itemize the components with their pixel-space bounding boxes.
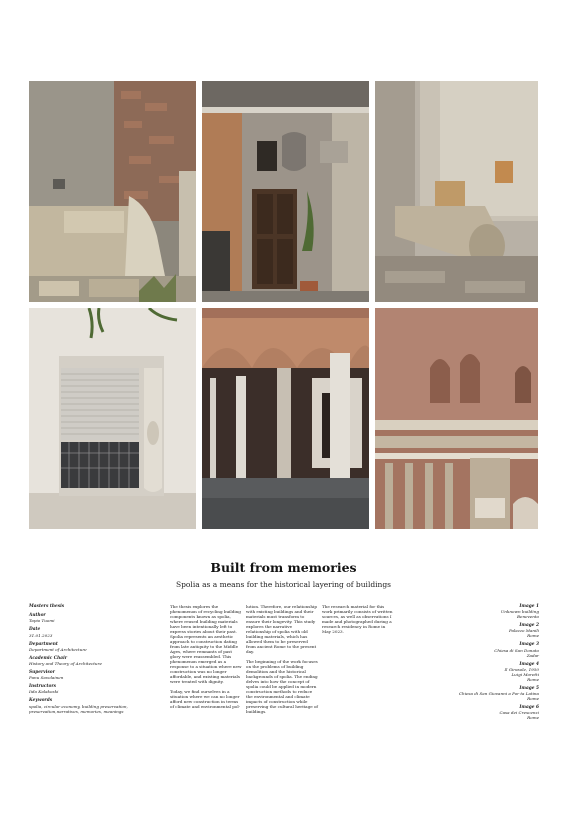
photo-2-palazzo-facade <box>202 81 369 302</box>
caption-label: Image 5 <box>519 685 539 691</box>
meta-value: Panu Savolainen <box>29 675 64 681</box>
abstract-paragraph: Today, we find ourselves in a situation where we can no longer afford new construction in terms of climate and environmental pol- <box>170 689 241 709</box>
meta-value: Tapio Tuomi <box>29 618 55 624</box>
meta-value: 31.01.2023 <box>29 632 53 638</box>
abstract-paragraph: lution. Therefore, our relationship with existing buildings and their materials must transform to ensure their longevity. This study explores the narrative relationship of spolia with old building materials, which has allowed them to be preserved from ancient Rome to the present day. <box>246 604 317 654</box>
photo-4-girasole-window <box>29 308 196 529</box>
photo-5-portico-columns <box>202 308 369 529</box>
meta-label: Department <box>29 641 58 647</box>
caption-line: Luigi Moretti <box>511 671 539 677</box>
meta-supervisor <box>29 670 159 680</box>
photo-1-wall-spolia <box>29 81 196 302</box>
meta-academic-chair <box>29 656 159 666</box>
abstract-paragraph: The beginning of the work focuses on the problems of building demolition and the historical backgrounds of spolia. The ending delves into how the concept of spolia could be applied in modern construction methods to reduce the environmental and climate impacts of construction while preserving the cultural heritage of buildings. <box>246 659 318 714</box>
meta-value: spolia, circular economy, building preservation, preservation,narratives, memories, meanings <box>29 703 128 714</box>
caption-line: Palazzo Manili <box>508 628 539 634</box>
caption-line: Rome <box>527 633 539 639</box>
abstract-column-2 <box>246 604 318 719</box>
meta-value: Department of Architecture <box>29 646 87 652</box>
caption-line: Chiesa di San Donato <box>494 647 539 653</box>
caption-line: Benevento <box>517 614 539 620</box>
meta-masters-thesis <box>29 604 159 609</box>
caption-image-3 <box>420 642 539 657</box>
caption-image-4 <box>420 662 539 682</box>
caption-line: Casa dei Crescenzi <box>499 710 539 716</box>
meta-keywords <box>29 698 159 713</box>
caption-label: Image 2 <box>519 623 539 629</box>
caption-label: Image 6 <box>519 705 539 711</box>
meta-label: Date <box>29 627 41 633</box>
meta-department <box>29 642 159 652</box>
meta-value: History and Theory of Architecture <box>29 661 102 667</box>
caption-line: Rome <box>527 696 539 702</box>
meta-label: Author <box>29 613 46 619</box>
page-title: Built from memories <box>210 560 357 575</box>
caption-image-2 <box>420 623 539 638</box>
caption-label: Image 4 <box>519 661 539 667</box>
caption-line: Rome <box>527 715 539 721</box>
caption-line: Unknown building <box>500 609 539 615</box>
abstract-column-3 <box>322 604 394 639</box>
meta-label: Supervisor <box>29 670 55 676</box>
photo-6-casa-crescenzi <box>375 308 538 529</box>
abstract-paragraph: The thesis explores the phenomenon of recycling building components known as spolia, where reused building materials have been intentionally left to express stories about their past. Spolia represents an aesthetic approach to construction dating from late antiquity to the Middle Ages, where remnants of past glory were reassembled. This phenomenon emerged as a response to a situation where new construction was no longer affordable, and existing materials were treated with dignity. <box>170 604 242 684</box>
caption-line: Rome <box>527 676 539 682</box>
meta-label: Academic Chair <box>29 655 67 661</box>
abstract-column-1 <box>170 604 242 714</box>
caption-image-1 <box>420 604 539 619</box>
caption-line: Chiesa di San Giovanni a Por ta Latina <box>458 691 539 697</box>
meta-instructors <box>29 684 159 694</box>
page-subtitle: Spolia as a means for the historical layering of buildings <box>175 580 392 589</box>
meta-label: Keywords <box>29 698 53 704</box>
thesis-meta <box>29 604 159 718</box>
photo-3-column-base <box>375 81 538 302</box>
meta-date <box>29 627 159 637</box>
abstract-paragraph: The research material for this work primarily consists of written sources, as well as observations I made and photographed during a research residency in Rome in May 2023. <box>322 604 393 634</box>
caption-label: Image 1 <box>519 604 539 609</box>
caption-label: Image 3 <box>519 642 539 648</box>
image-captions <box>420 604 539 724</box>
meta-label: Instructors <box>29 684 57 690</box>
meta-value: Iida Kalakoski <box>29 689 59 695</box>
caption-image-5 <box>420 686 539 701</box>
meta-author <box>29 613 159 623</box>
meta-label: Masters thesis <box>29 604 65 609</box>
caption-line: Il Girasole, 1950 <box>504 666 539 672</box>
caption-image-6 <box>420 705 539 720</box>
caption-line: Zadar <box>526 652 539 658</box>
